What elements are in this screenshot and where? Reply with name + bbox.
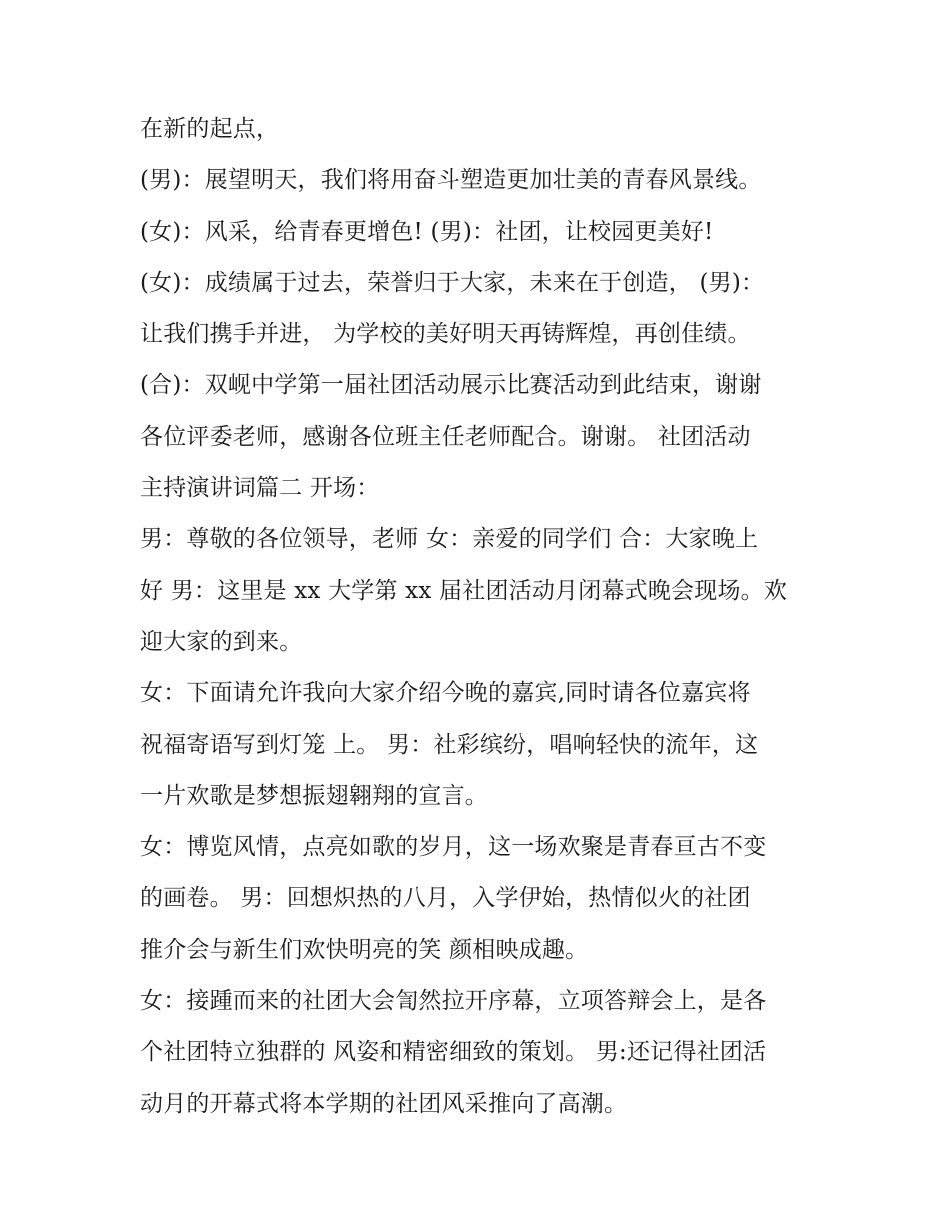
text-line: (合)：双岘中学第一届社团活动展示比赛活动到此结束，谢谢 xyxy=(140,372,762,399)
text-line: 一片欢歌是梦想振翅翱翔的宣言。 xyxy=(140,782,488,809)
text-line: 女：博览风情，点亮如歌的岁月，这一场欢聚是青春亘古不变 xyxy=(140,834,767,861)
text-line: (女)：成绩属于过去，荣誉归于大家，未来在于创造， (男)： xyxy=(140,269,765,296)
text-line: 推介会与新生们欢快明亮的笑 颜相映成趣。 xyxy=(140,936,589,963)
text-line: 各位评委老师，感谢各位班主任老师配合。谢谢。 社团活动 xyxy=(140,423,751,450)
text-line: 女：下面请允许我向大家介绍今晚的嘉宾,同时请各位嘉宾将 xyxy=(140,680,751,707)
text-line: 女：接踵而来的社团大会訇然拉开序幕，立项答辩会上，是各 xyxy=(140,988,767,1015)
text-line: 动月的开幕式将本学期的社团风采推向了高潮。 xyxy=(140,1090,628,1117)
text-line: 让我们携手并进， 为学校的美好明天再铸辉煌，再创佳绩。 xyxy=(140,321,751,348)
text-line: 迎大家的到来。 xyxy=(140,628,303,655)
text-line: (男)：展望明天，我们将用奋斗塑造更加壮美的青春风景线。 xyxy=(140,167,762,194)
text-line: 主持演讲词篇二 开场： xyxy=(140,475,380,502)
text-line: 祝福寄语写到灯笼 上。 男：社彩缤纷，唱响轻快的流年，这 xyxy=(140,731,759,758)
text-line: 在新的起点， xyxy=(140,116,280,142)
text-line: (女)：风采，给青春更增色! (男)：社团，让校园更美好! xyxy=(140,218,714,245)
text-line: 好 男：这里是 xx 大学第 xx 届社团活动月闭幕式晚会现场。欢 xyxy=(140,577,788,604)
text-line: 的画卷。 男：回想炽热的八月，入学伊始，热情似火的社团 xyxy=(140,885,751,912)
document-body xyxy=(140,104,830,1130)
text-line: 男：尊敬的各位领导，老师 女：亲爱的同学们 合：大家晚上 xyxy=(140,526,759,553)
text-line: 个社团特立独群的 风姿和精密细致的策划。 男:还记得社团活 xyxy=(140,1039,767,1066)
